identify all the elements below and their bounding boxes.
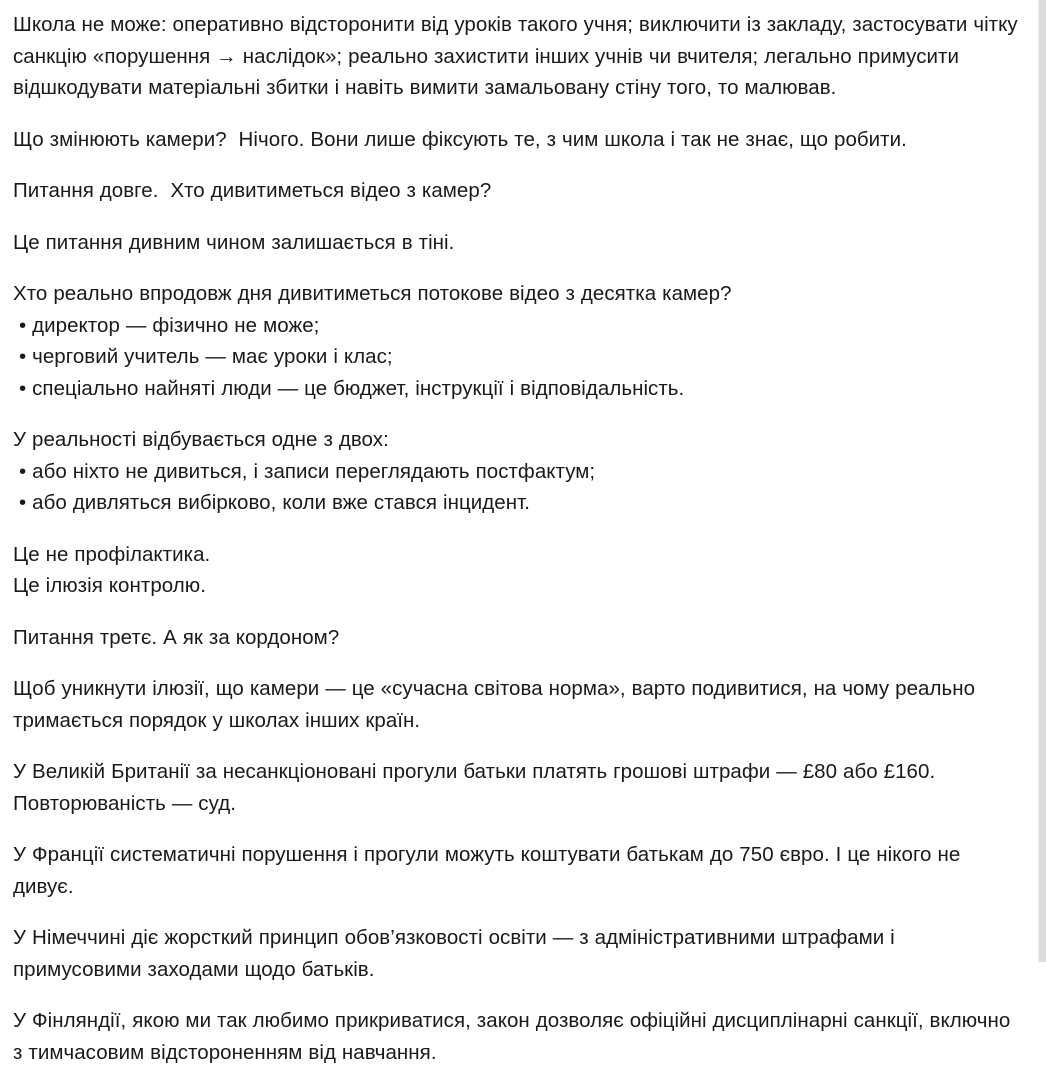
- paragraph-line: Питання третє. А як за кордоном?: [13, 625, 340, 649]
- paragraph-line: У реальності відбувається одне з двох:: [13, 428, 389, 451]
- list-item: • директор — фізично не може;: [13, 313, 320, 337]
- paragraph: [13, 839, 1028, 902]
- paragraph-line: У Франції систематичні порушення і прогули можуть коштувати батькам до 750 євро. І це нікого не дивує.: [13, 843, 967, 898]
- paragraph: [13, 673, 1028, 736]
- paragraph: [13, 1005, 1028, 1068]
- list-item: • спеціально найняті люди — це бюджет, інструкції і відповідальність.: [13, 376, 685, 400]
- paragraph-line: Це ілюзія контролю.: [13, 574, 206, 597]
- paragraph-line: У Великій Британії за несанкціоновані прогули батьки платять грошові штрафи — £80 або £160. Повторюваність — суд.: [13, 760, 942, 815]
- paragraph-group: [13, 539, 1028, 602]
- list-item: • або дивляться вибірково, коли вже стався інцидент.: [13, 491, 530, 514]
- paragraph-line: Це питання дивним чином залишається в тіні.: [13, 230, 455, 254]
- paragraph-line: Що змінюють камери? Нічого. Вони лише фіксують те, з чим школа і так не знає, що робити.: [13, 127, 907, 151]
- paragraph: [13, 227, 1028, 259]
- paragraph: [13, 9, 1028, 104]
- paragraph-with-list: [13, 424, 1028, 519]
- paragraph-line: Щоб уникнути ілюзії, що камери — це «сучасна світова норма», варто подивитися, на чому реально тримається порядок у школах інших країн.: [13, 677, 982, 732]
- vertical-scrollbar[interactable]: [1039, 0, 1046, 962]
- list-item: • або ніхто не дивиться, і записи переглядають постфактум;: [13, 459, 596, 483]
- paragraph-line: Хто реально впродовж дня дивитиметься потокове відео з десятка камер?: [13, 282, 732, 305]
- list-item: • черговий учитель — має уроки і клас;: [13, 345, 393, 368]
- paragraph: [13, 922, 1028, 985]
- paragraph: [13, 622, 1028, 654]
- paragraph-line: Школа не може: оперативно відсторонити від уроків такого учня; виключити із закладу, застосувати чітку санкцію «порушення → наслідок»; реально захистити інших учнів чи вчителя; легально примусити відшкодувати матеріальні збитки і навіть вимити замальовану стіну того, то малював.: [13, 13, 1024, 99]
- paragraph-line: Це не профілактика.: [13, 542, 211, 566]
- paragraph-line: У Німеччині діє жорсткий принцип обов’язковості освіти — з адміністративними штрафами і примусовими заходами щодо батьків.: [13, 926, 901, 981]
- paragraph: [13, 124, 1028, 156]
- paragraph: [13, 756, 1028, 819]
- paragraph-with-list: [13, 278, 1028, 404]
- paragraph: [13, 175, 1028, 207]
- paragraph-line: У Фінляндії, якою ми так любимо прикриватися, закон дозволяє офіційні дисциплінарні санкції, включно з тимчасовим відстороненням від навчання.: [13, 1009, 1017, 1064]
- paragraph-line: Питання довге. Хто дивитиметься відео з камер?: [13, 179, 492, 202]
